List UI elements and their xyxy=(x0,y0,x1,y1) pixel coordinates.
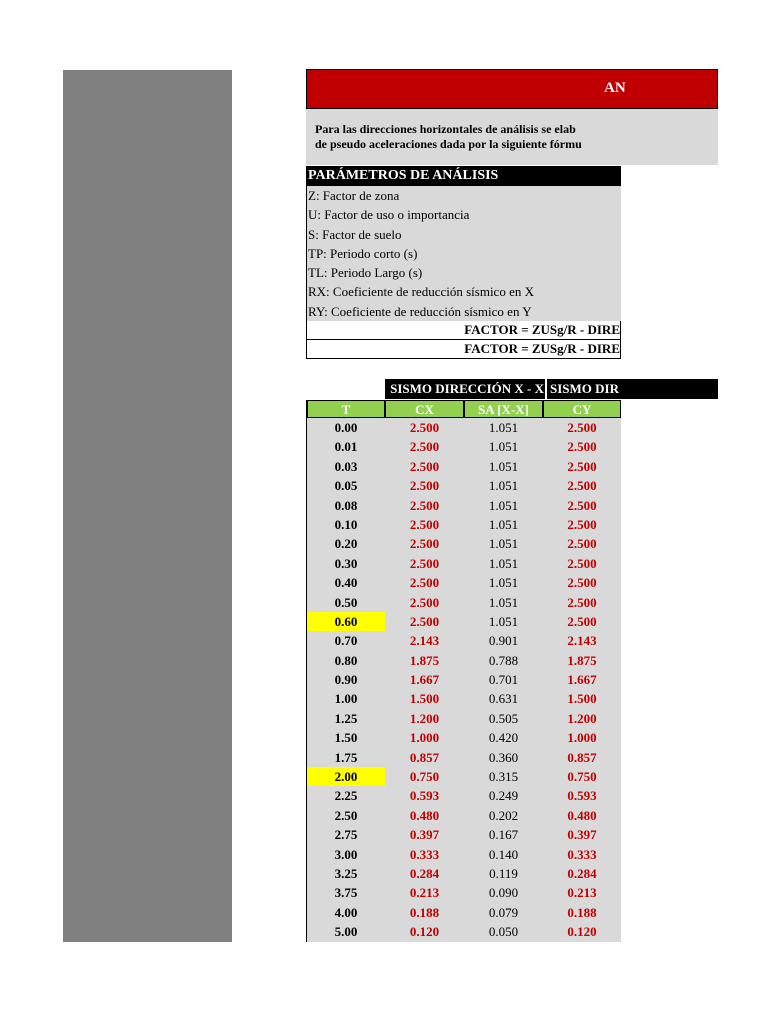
cell-cy: 1.500 xyxy=(567,691,597,707)
cell-t: 3.75 xyxy=(334,885,358,901)
cell-t: 4.00 xyxy=(334,904,358,920)
cell-sa: 0.140 xyxy=(488,846,519,862)
cell-t: 3.00 xyxy=(334,846,358,862)
cell-sa: 0.701 xyxy=(488,672,519,688)
cell-sa: 0.202 xyxy=(488,807,519,823)
table-row xyxy=(307,728,621,747)
table-row xyxy=(307,534,621,553)
cell-sa: 0.249 xyxy=(488,788,519,804)
param-z: Z: Factor de zona xyxy=(306,186,621,205)
intro-text xyxy=(315,122,620,152)
cell-cy: 1.200 xyxy=(567,710,597,726)
table-row xyxy=(307,612,621,631)
cell-sa: 0.788 xyxy=(488,652,519,668)
cell-sa: 0.420 xyxy=(488,730,519,746)
table-row xyxy=(307,864,621,883)
table-row xyxy=(307,806,621,825)
cell-t: 1.50 xyxy=(334,730,358,746)
cell-t: 0.03 xyxy=(334,458,358,474)
cell-cx: 0.397 xyxy=(409,827,440,843)
param-rx: RX: Coeficiente de reducción sísmico en X xyxy=(306,282,621,301)
param-tp: TP: Periodo corto (s) xyxy=(306,244,621,263)
col-header-cx: CX xyxy=(385,400,464,418)
cell-sa: 1.051 xyxy=(488,613,519,629)
table-row xyxy=(307,476,621,495)
table-row xyxy=(307,689,621,708)
cell-t: 0.40 xyxy=(334,575,358,591)
table-row xyxy=(307,903,621,922)
cell-sa: 0.315 xyxy=(488,769,519,785)
intro-line: de pseudo aceleraciones dada por la siguiente fórmu xyxy=(315,137,582,151)
factor-row-y xyxy=(306,340,621,359)
table-row xyxy=(307,709,621,728)
cell-t: 0.20 xyxy=(334,536,358,552)
cell-cy: 2.500 xyxy=(567,536,597,552)
cell-cy: 2.500 xyxy=(567,613,597,629)
cell-cx: 1.875 xyxy=(409,652,440,668)
cell-cy: 0.480 xyxy=(567,807,597,823)
cell-sa: 0.050 xyxy=(488,924,519,940)
cell-sa: 1.051 xyxy=(488,458,519,474)
cell-t: 0.50 xyxy=(334,594,358,610)
cell-cy: 2.143 xyxy=(567,633,597,649)
table-row xyxy=(307,437,621,456)
cell-t: 0.01 xyxy=(334,439,358,455)
cell-cy: 0.188 xyxy=(567,904,597,920)
cell-cy: 2.500 xyxy=(567,478,597,494)
sheet-title: AN xyxy=(604,80,626,96)
cell-t: 0.05 xyxy=(334,478,358,494)
cell-cx: 1.667 xyxy=(409,672,440,688)
table-row xyxy=(307,515,621,534)
cell-cx: 0.857 xyxy=(409,749,440,765)
table-row xyxy=(307,825,621,844)
cell-cy: 0.333 xyxy=(567,846,597,862)
col-header-cy: CY xyxy=(543,400,621,418)
cell-cx: 1.000 xyxy=(409,730,440,746)
cell-cx: 2.500 xyxy=(409,575,440,591)
param-u: U: Factor de uso o importancia xyxy=(306,205,621,224)
cell-sa: 0.360 xyxy=(488,749,519,765)
cell-cx: 1.500 xyxy=(409,691,440,707)
param-s: S: Factor de suelo xyxy=(306,225,621,244)
cell-cx: 2.500 xyxy=(409,458,440,474)
cell-t: 0.70 xyxy=(334,633,358,649)
cell-cx: 2.500 xyxy=(409,536,440,552)
table-row xyxy=(307,883,621,902)
factor-x-label: FACTOR = ZUSg/R - DIRE xyxy=(464,322,620,338)
cell-cy: 0.397 xyxy=(567,827,597,843)
cell-cx: 2.500 xyxy=(409,594,440,610)
cell-sa: 1.051 xyxy=(488,439,519,455)
cell-cy: 2.500 xyxy=(567,594,597,610)
sismo-y-header: SISMO DIR xyxy=(546,379,718,399)
table-row xyxy=(307,651,621,670)
cell-sa: 0.079 xyxy=(488,904,519,920)
cell-t: 3.25 xyxy=(334,865,358,881)
cell-t: 0.80 xyxy=(334,652,358,668)
cell-t: 5.00 xyxy=(334,924,358,940)
cell-cy: 2.500 xyxy=(567,516,597,532)
cell-cx: 2.143 xyxy=(409,633,440,649)
col-header-sa: SA [X-X] xyxy=(464,400,543,418)
cell-cx: 0.750 xyxy=(409,769,440,785)
cell-sa: 1.051 xyxy=(488,536,519,552)
table-row xyxy=(307,786,621,805)
cell-cy: 0.284 xyxy=(567,865,597,881)
cell-sa: 0.167 xyxy=(488,827,519,843)
cell-t: 0.90 xyxy=(334,672,358,688)
cell-t: 1.00 xyxy=(334,691,358,707)
parameters-block xyxy=(306,166,621,359)
cell-t: 1.25 xyxy=(334,710,358,726)
cell-t: 0.60 xyxy=(307,612,385,631)
cell-sa: 0.901 xyxy=(488,633,519,649)
cell-t: 1.75 xyxy=(334,749,358,765)
spectrum-table xyxy=(306,400,621,942)
cell-cx: 0.213 xyxy=(409,885,440,901)
cell-cx: 2.500 xyxy=(409,420,440,435)
table-body xyxy=(307,418,621,942)
table-row xyxy=(307,631,621,650)
cell-cx: 2.500 xyxy=(409,516,440,532)
cell-cy: 1.875 xyxy=(567,652,597,668)
table-row xyxy=(307,670,621,689)
table-row xyxy=(307,554,621,573)
cell-cx: 0.480 xyxy=(409,807,440,823)
table-row xyxy=(307,845,621,864)
cell-t: 0.10 xyxy=(334,516,358,532)
col-header-t: T xyxy=(307,400,385,418)
cell-sa: 0.631 xyxy=(488,691,519,707)
cell-sa: 1.051 xyxy=(488,516,519,532)
cell-cy: 0.857 xyxy=(567,749,597,765)
table-row xyxy=(307,922,621,941)
cell-cy: 2.500 xyxy=(567,439,597,455)
table-row xyxy=(307,418,621,437)
cell-cy: 2.500 xyxy=(567,458,597,474)
sheet-title-bar xyxy=(306,69,718,109)
cell-cy: 1.667 xyxy=(567,672,597,688)
cell-cx: 1.200 xyxy=(409,710,440,726)
cell-sa: 1.051 xyxy=(488,575,519,591)
table-row xyxy=(307,748,621,767)
table-header-row xyxy=(307,400,621,418)
table-row xyxy=(307,767,621,786)
cell-cy: 0.750 xyxy=(567,769,597,785)
table-row xyxy=(307,573,621,592)
table-row xyxy=(307,593,621,612)
cell-cy: 0.593 xyxy=(567,788,597,804)
cell-cx: 0.284 xyxy=(409,865,440,881)
intro-line: Para las direcciones horizontales de análisis se elab xyxy=(315,122,576,136)
cell-cy: 2.500 xyxy=(567,497,597,513)
cell-cx: 2.500 xyxy=(409,478,440,494)
cell-t: 0.00 xyxy=(334,420,358,435)
left-sidebar-panel xyxy=(63,70,232,942)
cell-cy: 0.213 xyxy=(567,885,597,901)
cell-sa: 0.090 xyxy=(488,885,519,901)
cell-t: 2.00 xyxy=(307,767,385,786)
parameters-header: PARÁMETROS DE ANÁLISIS xyxy=(306,166,621,186)
cell-sa: 1.051 xyxy=(488,594,519,610)
table-row xyxy=(307,457,621,476)
cell-cy: 2.500 xyxy=(567,555,597,571)
cell-cx: 0.188 xyxy=(409,904,440,920)
cell-sa: 1.051 xyxy=(488,497,519,513)
cell-sa: 0.119 xyxy=(489,865,518,881)
cell-cx: 0.333 xyxy=(409,846,440,862)
cell-cx: 2.500 xyxy=(409,555,440,571)
factor-row-x xyxy=(306,321,621,340)
cell-sa: 1.051 xyxy=(488,555,519,571)
param-tl: TL: Periodo Largo (s) xyxy=(306,263,621,282)
sismo-x-header: SISMO DIRECCIÓN X - X xyxy=(385,379,545,399)
cell-cx: 0.120 xyxy=(409,924,440,940)
cell-cx: 2.500 xyxy=(409,439,440,455)
cell-sa: 1.051 xyxy=(488,420,519,435)
cell-cy: 1.000 xyxy=(567,730,597,746)
cell-sa: 1.051 xyxy=(488,478,519,494)
cell-sa: 0.505 xyxy=(488,710,519,726)
factor-y-label: FACTOR = ZUSg/R - DIRE xyxy=(464,341,620,357)
cell-t: 0.08 xyxy=(334,497,358,513)
cell-t: 2.75 xyxy=(334,827,358,843)
cell-t: 2.50 xyxy=(334,807,358,823)
cell-cy: 0.120 xyxy=(567,924,597,940)
intro-panel xyxy=(306,109,718,165)
cell-cy: 2.500 xyxy=(567,575,597,591)
param-ry: RY: Coeficiente de reducción sísmico en Y xyxy=(306,302,621,321)
cell-t: 0.30 xyxy=(334,555,358,571)
table-row xyxy=(307,496,621,515)
cell-t: 2.25 xyxy=(334,788,358,804)
cell-cx: 2.500 xyxy=(409,613,440,629)
cell-cx: 0.593 xyxy=(409,788,440,804)
cell-cx: 2.500 xyxy=(409,497,440,513)
cell-cy: 2.500 xyxy=(567,420,597,435)
